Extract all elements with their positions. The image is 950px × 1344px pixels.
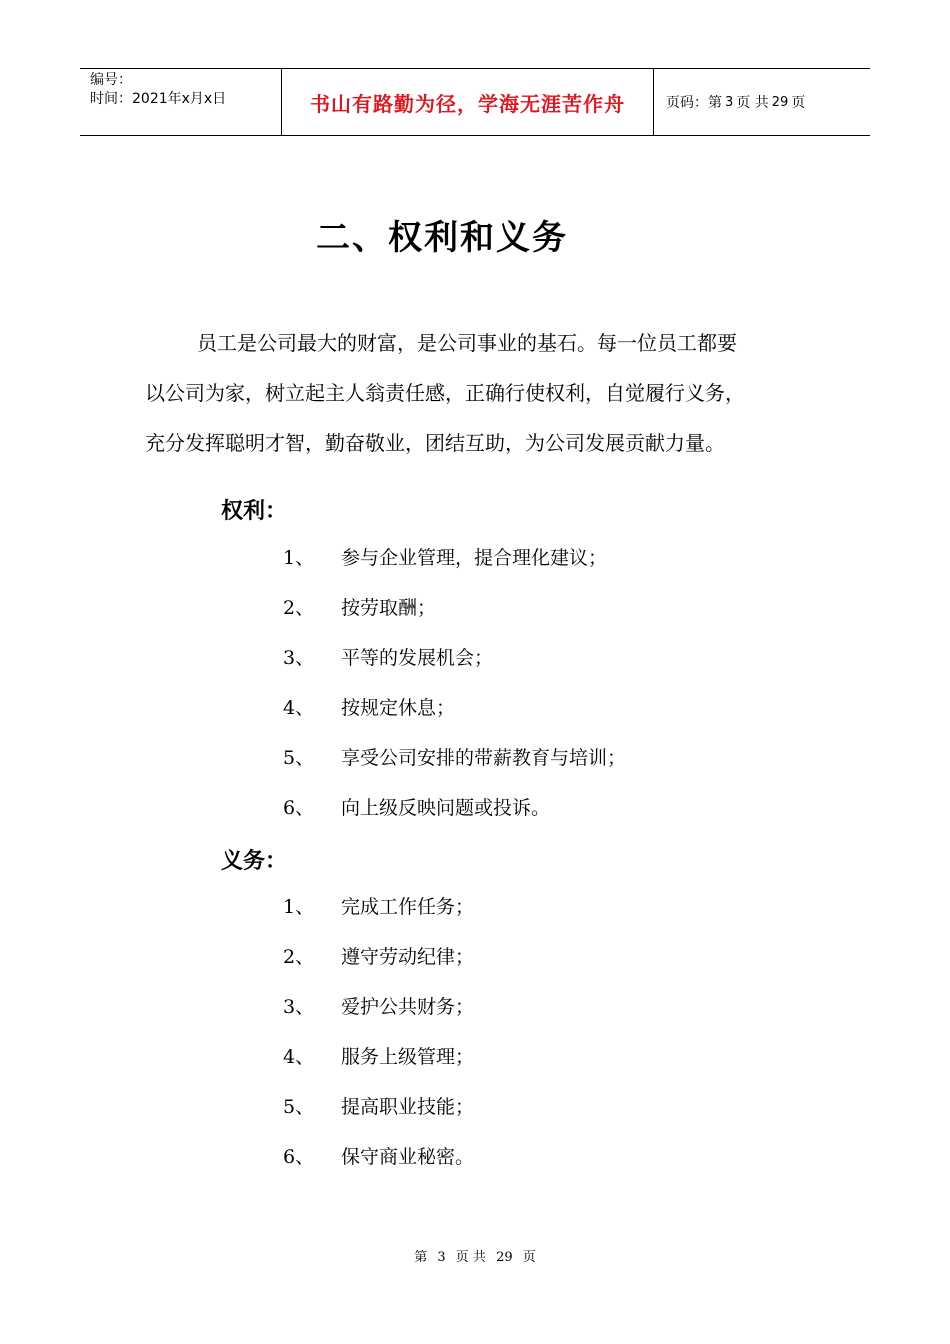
intro-line-2: 以公司为家，树立起主人翁责任感，正确行使权利，自觉履行义务， — [145, 381, 745, 405]
intro-line-1: 员工是公司最大的财富，是公司事业的基石。每一位员工都要 — [197, 331, 737, 355]
list-item — [283, 994, 474, 1044]
list-index: 4、 — [283, 1046, 315, 1068]
list-text: 爱护公共财务； — [341, 996, 475, 1018]
footer-mid: 页 共 — [455, 1250, 486, 1265]
header-meta — [80, 69, 282, 135]
list-index: 4、 — [283, 697, 315, 719]
page-total: 29 — [771, 94, 789, 110]
page-suffix: 页 — [791, 95, 806, 111]
list-index: 5、 — [283, 747, 315, 769]
list-index: 2、 — [283, 946, 315, 968]
page-footer — [0, 1246, 950, 1265]
page-title: 二、权利和义务 — [316, 218, 568, 258]
list-index: 6、 — [283, 1146, 315, 1168]
list-text: 平等的发展机会； — [341, 647, 494, 669]
intro-line-3: 充分发挥聪明才智，勤奋敬业，团结互助，为公司发展贡献力量。 — [145, 431, 725, 455]
page-prefix: 页码：第 — [666, 95, 722, 111]
list-item — [283, 645, 626, 695]
header-motto: 书山有路勤为径，学海无涯苦作舟 — [282, 69, 654, 135]
list-text: 提高职业技能； — [341, 1096, 475, 1118]
footer-suffix: 页 — [522, 1250, 536, 1265]
list-text: 按劳取酬； — [341, 597, 437, 619]
list-text: 参与企业管理，提合理化建议； — [341, 547, 608, 569]
list-index: 6、 — [283, 797, 315, 819]
list-index: 2、 — [283, 597, 315, 619]
footer-current: 3 — [437, 1250, 446, 1265]
list-text: 保守商业秘密。 — [341, 1146, 475, 1168]
duties-heading: 义务： — [221, 849, 288, 874]
list-text: 向上级反映问题或投诉。 — [341, 797, 551, 819]
list-index: 3、 — [283, 647, 315, 669]
list-item — [283, 695, 626, 745]
list-item — [283, 1044, 474, 1094]
list-index: 3、 — [283, 996, 315, 1018]
list-text: 按规定休息； — [341, 697, 456, 719]
list-item — [283, 545, 626, 595]
list-index: 1、 — [283, 547, 315, 569]
page-mid: 页 共 — [736, 95, 769, 111]
list-item — [283, 1094, 474, 1144]
intro-paragraph — [145, 318, 815, 468]
list-index: 1、 — [283, 896, 315, 918]
list-text: 享受公司安排的带薪教育与培训； — [341, 747, 627, 769]
list-text: 完成工作任务； — [341, 896, 475, 918]
list-item — [283, 595, 626, 645]
list-item — [283, 944, 474, 994]
rights-heading: 权利： — [221, 499, 288, 524]
header-page-number — [654, 69, 870, 135]
code-label: 编号： — [90, 72, 132, 88]
duties-list — [283, 894, 474, 1194]
list-item — [283, 795, 626, 845]
time-label: 时间：2021年x月x日 — [90, 91, 227, 107]
list-item — [283, 894, 474, 944]
list-index: 5、 — [283, 1096, 315, 1118]
footer-total: 29 — [496, 1250, 513, 1265]
list-text: 服务上级管理； — [341, 1046, 475, 1068]
page-current: 3 — [725, 94, 734, 110]
list-item — [283, 745, 626, 795]
footer-prefix: 第 — [414, 1250, 428, 1265]
rights-list — [283, 545, 626, 845]
list-item — [283, 1144, 474, 1194]
page-header — [80, 68, 870, 136]
list-text: 遵守劳动纪律； — [341, 946, 475, 968]
